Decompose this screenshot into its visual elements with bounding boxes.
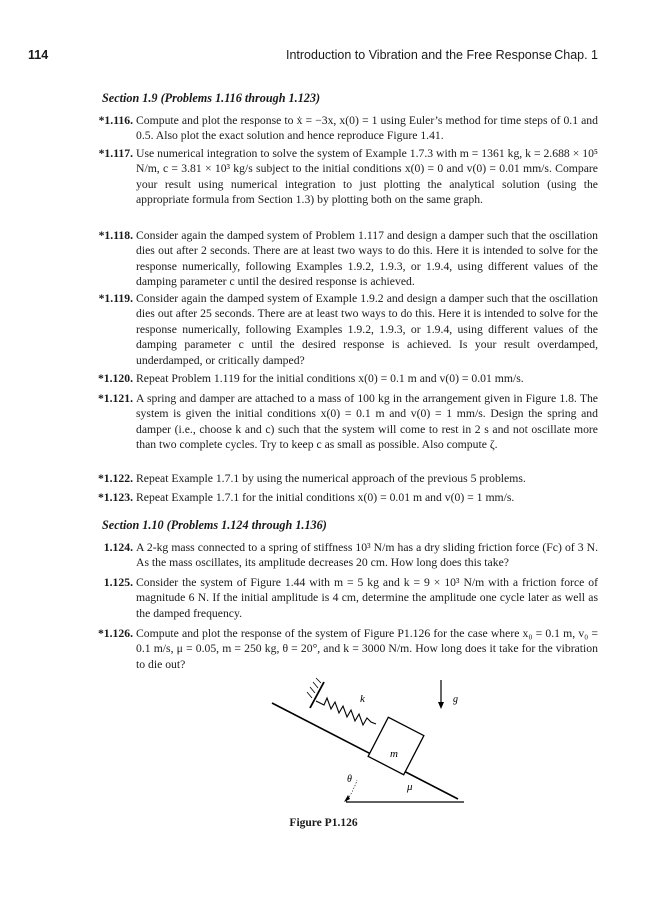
problem-1-118 (80, 228, 598, 290)
problem-1-120 (80, 371, 598, 386)
problem-text: Repeat Example 1.7.1 by using the numerical approach of the previous 5 problems. (136, 472, 526, 485)
problem-text: Consider again the damped system of Example 1.9.2 and design a damper such that the oscillation dies out after 25 seconds. There are at least two ways to do this. Here it is intended to solve for the response numerically, following Examples 1.9.2, 1.9.3, or 1.9.4, using different values of the damping parameter c until the desired response is achieved. Is your result overdamped, underdamped, or critically damped? (136, 292, 598, 367)
spring (316, 698, 376, 725)
running-title: Introduction to Vibration and the Free Response (286, 48, 552, 62)
problem-number: *1.116. (98, 114, 133, 127)
problem-1-122 (80, 471, 598, 486)
problem-number: *1.117. (98, 147, 133, 160)
figure-p1-126 (258, 676, 488, 816)
problem-text: A spring and damper are attached to a mass of 100 kg in the arrangement given in Figure 1.8. The system is given the initial conditions x(0) = 0.1 m and v(0) = 1 mm/s. Design the spring and damper (i.e., choose k and c) such that the system will come to rest in 2 s and not oscillate more than two complete cycles. Try to keep c as small as possible. Also compute ζ. (136, 392, 598, 452)
section-heading-1-10: Section 1.10 (Problems 1.124 through 1.136) (102, 518, 327, 532)
problem-number: *1.120. (97, 372, 133, 385)
section-heading-1-9: Section 1.9 (Problems 1.116 through 1.123) (102, 91, 321, 105)
problem-text: Use numerical integration to solve the system of Example 1.7.3 with m = 1361 kg, k = 2.688 × 10⁵ N/m, c = 3.81 × 10³ kg/s subject to the initial conditions x(0) = 0 and v(0) = 0.01 mm/s. Compare your result using numerical integration to just plotting the analytical solution (using the appropriate formula from Section 1.3) by plotting both on the same graph. (136, 147, 598, 207)
gravity-arrowhead (438, 702, 444, 709)
figure-caption: Figure P1.126 (289, 817, 358, 829)
page-header (28, 48, 598, 68)
spring-label: k (360, 693, 365, 705)
problem-number: *1.121. (97, 392, 133, 405)
problem-text: A 2-kg mass connected to a spring of stiffness 10³ N/m has a dry sliding friction force (Fc) of 3 N. As the mass oscillates, its amplitude decreases 20 cm. How long does this take? (136, 541, 598, 570)
problem-text: Compute and plot the response of the system of Figure P1.126 for the case where x₀ = 0.1 m, v₀ = 0.1 m/s, μ = 0.05, m = 250 kg, θ = 20°, and k = 3000 N/m. How long does it take for the vibration to die out? (136, 627, 598, 671)
problem-1-119 (80, 291, 598, 368)
problem-number: *1.118. (98, 229, 133, 242)
problem-text: Repeat Problem 1.119 for the initial conditions x(0) = 0.1 m and v(0) = 0.01 mm/s. (136, 372, 524, 385)
gravity-label: g (453, 694, 458, 705)
problem-1-125 (80, 575, 598, 621)
problem-1-116 (80, 113, 598, 144)
problem-number: *1.126. (97, 627, 133, 640)
problem-text: Consider again the damped system of Problem 1.117 and design a damper such that the oscillation dies out after 2 seconds. There are at least two ways to do this. Here it is intended to solve for the response numerically, following Examples 1.9.2, 1.9.3, or 1.9.4, using different values of the damping parameter c until the desired response is achieved. (136, 229, 598, 289)
problem-text: Compute and plot the response to ẋ = −3x, x(0) = 1 using Euler’s method for time steps of 0.1 and 0.5. Also plot the exact solution and hence reproduce Figure 1.41. (136, 114, 598, 143)
problem-text: Repeat Example 1.7.1 for the initial conditions x(0) = 0.01 m and v(0) = 1 mm/s. (136, 491, 515, 504)
problem-1-126 (80, 626, 598, 672)
problem-number: *1.122. (97, 472, 133, 485)
mass-block (368, 717, 424, 774)
friction-label: μ (407, 781, 413, 793)
problem-1-124 (80, 540, 598, 571)
problem-1-117 (80, 146, 598, 208)
problem-number: 1.124. (103, 541, 133, 554)
problem-number: 1.125. (103, 576, 133, 589)
page-number: 114 (28, 48, 49, 62)
angle-label: θ (347, 774, 352, 785)
problem-number: *1.123. (97, 491, 133, 504)
chapter-label: Chap. 1 (554, 48, 598, 62)
problem-1-121 (80, 391, 598, 453)
problem-text: Consider the system of Figure 1.44 with m = 5 kg and k = 9 × 10³ N/m with a friction force of magnitude 6 N. If the initial amplitude is 4 cm, determine the amplitude one cycle later as well as the damped frequency. (136, 576, 598, 620)
problem-number: *1.119. (98, 292, 133, 305)
mass-label: m (390, 748, 398, 760)
problem-1-123 (80, 490, 598, 505)
incline-surface (272, 703, 458, 799)
